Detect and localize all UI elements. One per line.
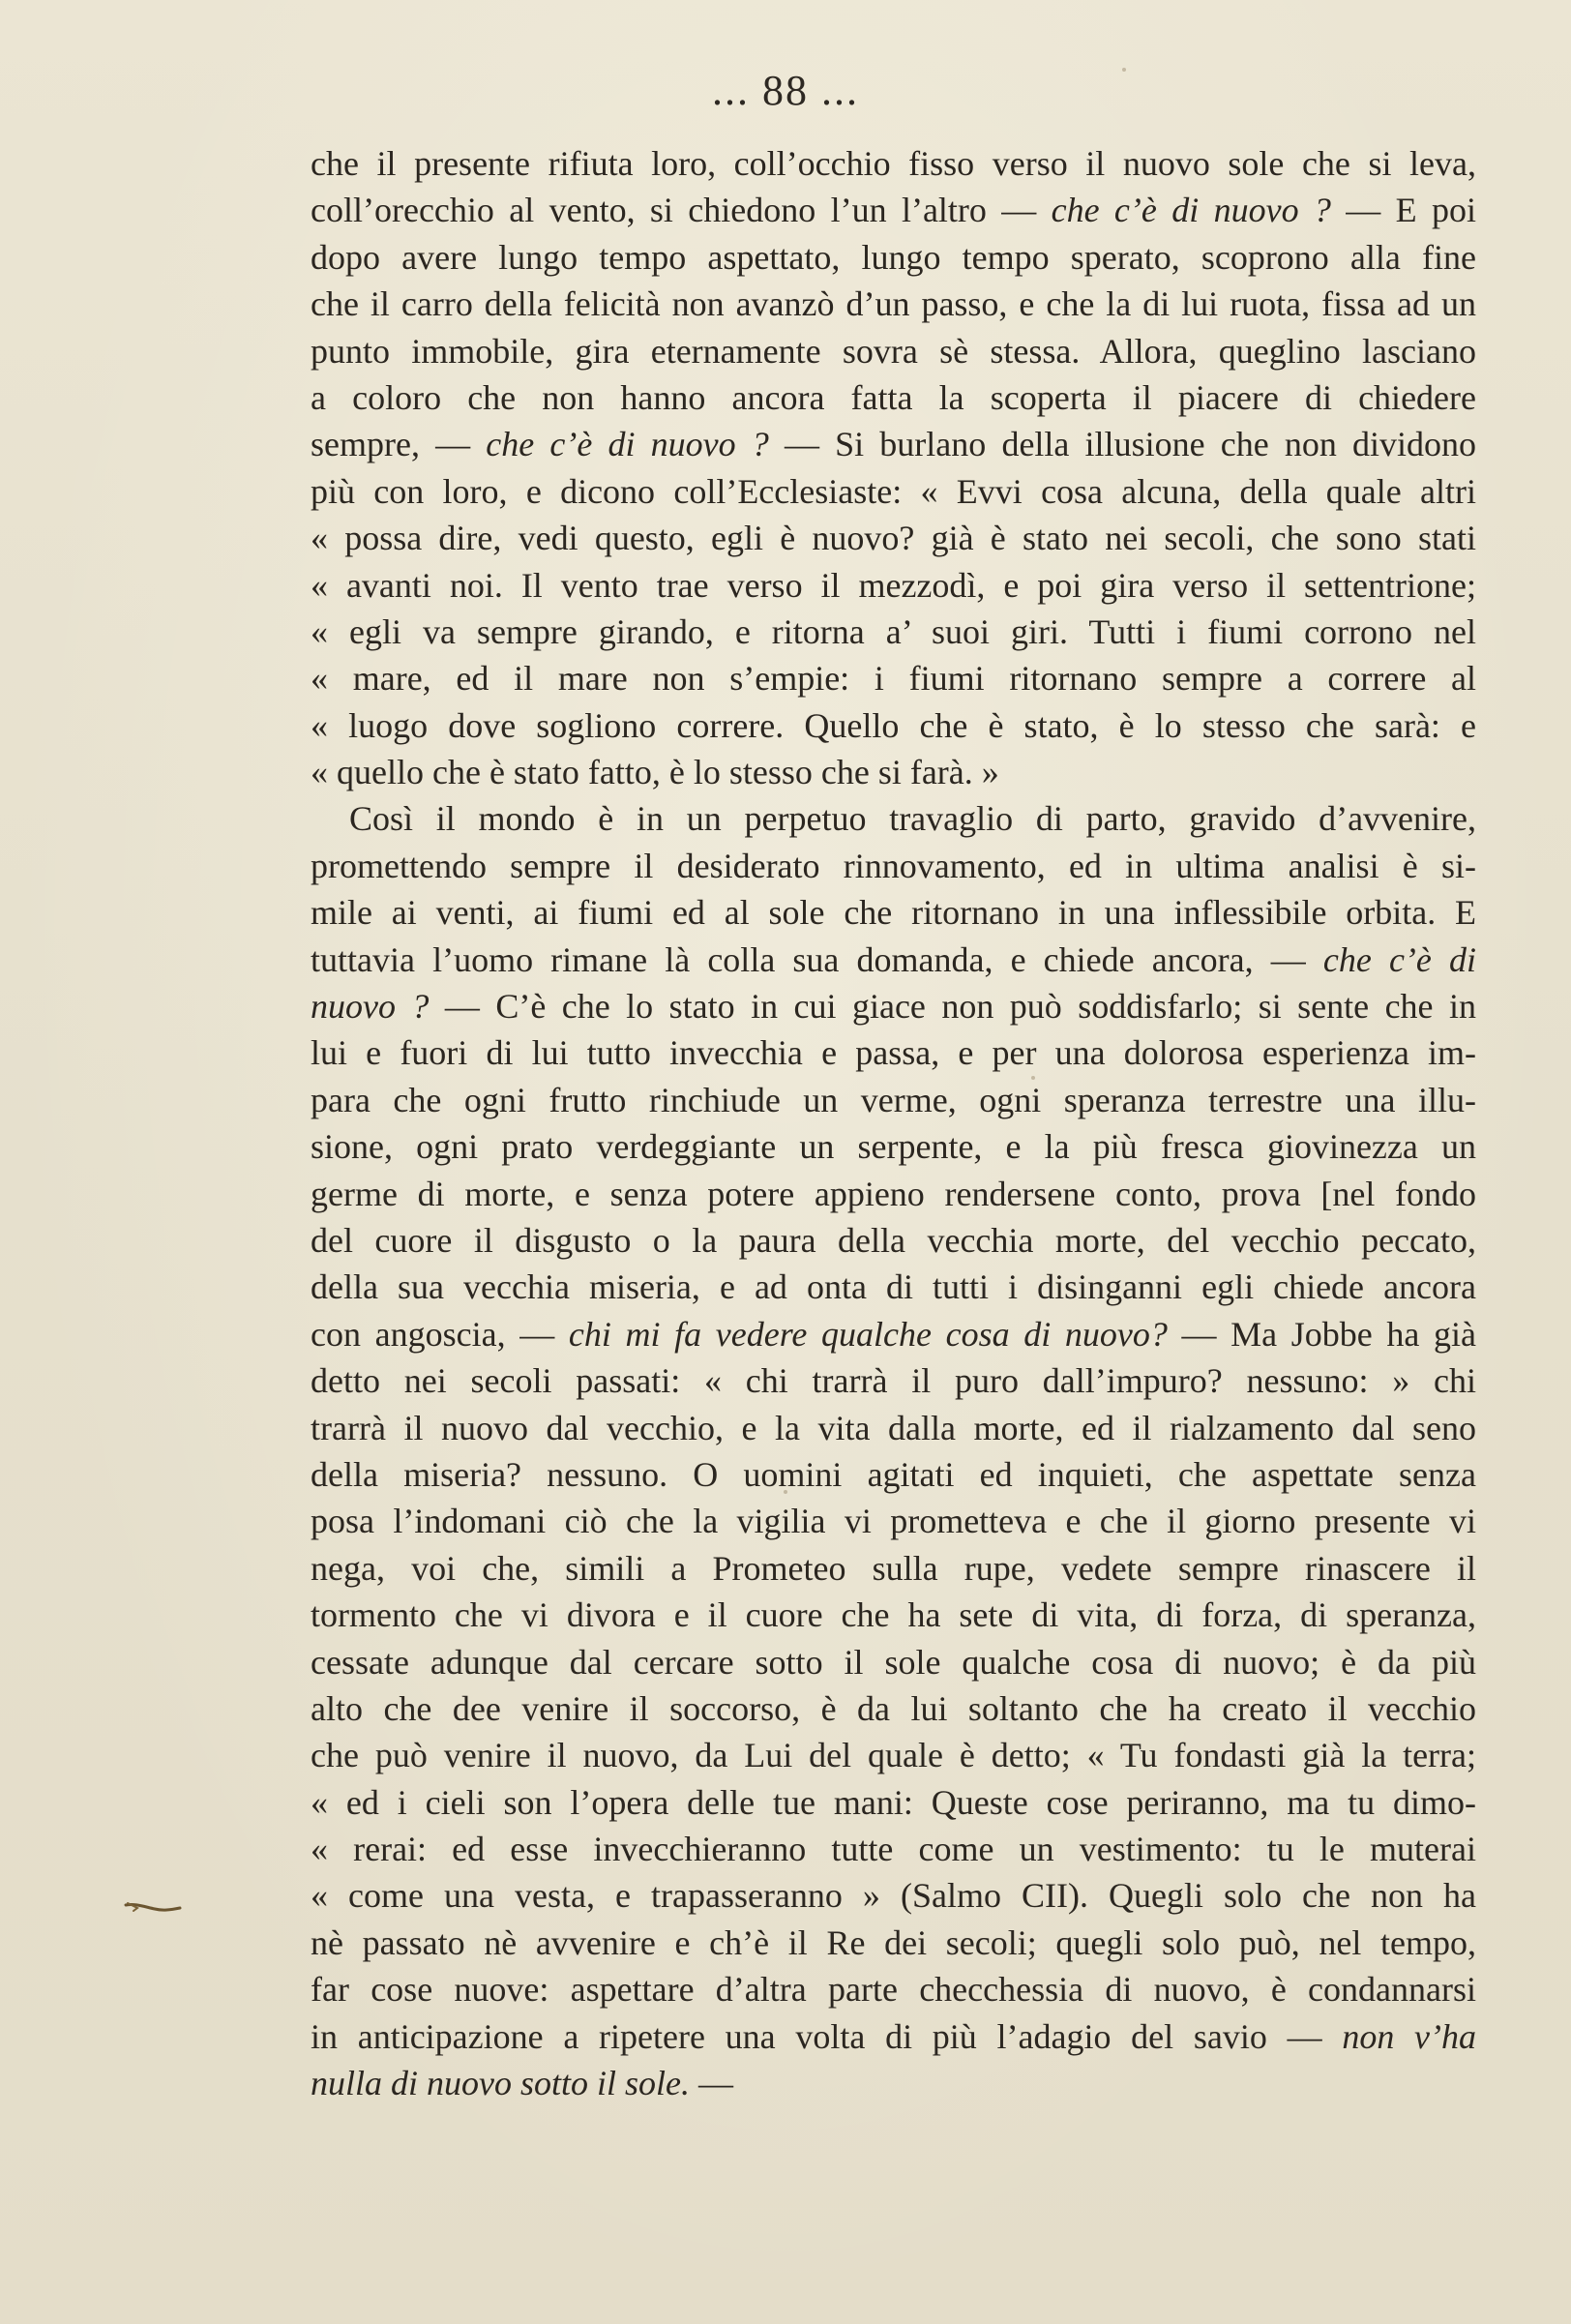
text-segment: che il presente rifiuta loro, coll’occhio fisso verso il nuovo sole che si leva,	[311, 144, 1476, 183]
text-line	[311, 187, 1476, 233]
text-line	[311, 749, 1476, 795]
text-line	[311, 1405, 1476, 1451]
text-segment: più con loro, e dicono coll’Ecclesiaste: « Evvi cosa alcuna, della quale altri	[311, 471, 1476, 511]
text-segment: lui e fuori di lui tutto invecchia e passa, e per una dolorosa esperienza im-	[311, 1033, 1476, 1073]
text-segment: « possa dire, vedi questo, egli è nuovo? già è stato nei secoli, che sono stati	[311, 519, 1476, 558]
text-line	[311, 1685, 1476, 1732]
text-line	[311, 1171, 1476, 1217]
text-segment: della miseria? nessuno. O uomini agitati ed inquieti, che aspettate senza	[311, 1454, 1476, 1494]
text-line	[311, 843, 1476, 889]
text-segment: detto nei secoli passati: « chi trarrà il puro dall’impuro? nessuno: » chi	[311, 1361, 1476, 1401]
margin-ink-mark	[124, 1899, 184, 1915]
text-segment: punto immobile, gira eternamente sovra sè stessa. Allora, queglino lasciano	[311, 331, 1476, 371]
text-line	[311, 562, 1476, 609]
text-segment: Così il mondo è in un perpetuo travaglio di parto, gravido d’avvenire,	[349, 799, 1476, 839]
text-line	[311, 1217, 1476, 1264]
text-segment: in anticipazione a ripetere una volta di più l’adagio del savio —	[311, 2016, 1343, 2056]
text-line	[311, 421, 1476, 467]
text-line	[311, 374, 1476, 421]
text-segment: cessate adunque dal cercare sotto il sole qualche cosa di nuovo; è da più	[311, 1642, 1476, 1682]
text-segment: germe di morte, e senza potere appieno rendersene conto, prova [nel fondo	[311, 1174, 1476, 1213]
text-line	[311, 1639, 1476, 1685]
text-line	[311, 1077, 1476, 1123]
paper-speck	[1031, 1076, 1035, 1080]
text-segment: —	[690, 2064, 733, 2103]
text-segment: sione, ogni prato verdeggiante un serpente, e la più fresca giovinezza un	[311, 1127, 1476, 1167]
text-line	[311, 1545, 1476, 1592]
text-segment: « avanti noi. Il vento trae verso il mezzodì, e poi gira verso il settentrione;	[311, 565, 1476, 605]
text-segment: promettendo sempre il desiderato rinnovamento, ed in ultima analisi è si-	[311, 846, 1476, 885]
text-segment: — C’è che lo stato in cui giace non può soddisfarlo; si sente che in	[429, 987, 1476, 1027]
paper-speck	[1122, 68, 1126, 72]
text-segment: « ed i cieli son l’opera delle tue mani: Queste cose periranno, ma tu dimo-	[311, 1782, 1476, 1822]
page-number: ... 88 ...	[712, 67, 859, 114]
text-line	[311, 889, 1476, 936]
paper-speck	[784, 1490, 787, 1494]
text-segment: a coloro che non hanno ancora fatta la scoperta il piacere di chiedere	[311, 377, 1476, 417]
text-segment: del cuore il disgusto o la paura della vecchia morte, del vecchio peccato,	[311, 1220, 1476, 1260]
text-line	[311, 983, 1476, 1029]
text-segment: posa l’indomani ciò che la vigilia vi prometteva e che il giorno presente vi	[311, 1502, 1476, 1541]
text-line	[311, 2060, 1476, 2106]
text-line	[311, 515, 1476, 561]
text-line	[311, 328, 1476, 374]
text-line	[311, 1592, 1476, 1638]
text-segment: della sua vecchia miseria, e ad onta di tutti i disinganni egli chiede ancora	[311, 1267, 1476, 1307]
text-line	[311, 1826, 1476, 1872]
text-line	[311, 468, 1476, 515]
text-segment: nè passato nè avvenire e ch’è il Re dei secoli; quegli solo può, nel tempo,	[311, 1922, 1476, 1962]
text-line	[311, 2013, 1476, 2060]
text-line	[311, 1872, 1476, 1919]
text-segment: far cose nuove: aspettare d’altra parte checchessia di nuovo, è condannarsi	[311, 1970, 1476, 2010]
text-line	[311, 140, 1476, 187]
italic-text-segment: non v’ha	[1342, 2016, 1476, 2056]
text-segment: « come una vesta, e trapasseranno » (Salmo CII). Quegli solo che non ha	[311, 1876, 1476, 1916]
text-segment: — Ma Jobbe ha già	[1167, 1314, 1477, 1354]
text-line	[311, 1123, 1476, 1170]
text-segment: coll’orecchio al vento, si chiedono l’un l’altro —	[311, 191, 1052, 230]
italic-text-segment: nulla di nuovo sotto il sole.	[311, 2064, 690, 2103]
text-segment: nega, voi che, simili a Prometeo sulla rupe, vedete sempre rinascere il	[311, 1548, 1476, 1588]
text-line	[311, 702, 1476, 749]
italic-text-segment: che c’è di	[1322, 939, 1477, 979]
text-line	[311, 937, 1476, 983]
text-segment: con angoscia, —	[311, 1314, 569, 1354]
text-segment: « quello che è stato fatto, è lo stesso che si farà. »	[311, 753, 999, 792]
text-line	[311, 609, 1476, 655]
text-segment: dopo avere lungo tempo aspettato, lungo tempo sperato, scoprono alla fine	[311, 237, 1476, 277]
text-line	[311, 1498, 1476, 1544]
text-segment: para che ogni frutto rinchiude un verme, ogni speranza terrestre una illu-	[311, 1080, 1476, 1119]
text-segment: che il carro della felicità non avanzò d’un passo, e che la di lui ruota, fissa ad un	[311, 284, 1476, 324]
text-segment: che può venire il nuovo, da Lui del quale è detto; « Tu fondasti già la terra;	[311, 1736, 1476, 1775]
text-line	[311, 281, 1476, 327]
italic-text-segment: chi mi fa vedere qualche cosa di nuovo?	[568, 1314, 1168, 1354]
text-segment: — Si burlano della illusione che non dividono	[768, 425, 1476, 464]
text-line	[311, 234, 1476, 281]
text-segment: « mare, ed il mare non s’empie: i fiumi ritornano sempre a correre al	[311, 659, 1476, 699]
text-line	[311, 1264, 1476, 1310]
text-line	[311, 1779, 1476, 1826]
text-line	[311, 1920, 1476, 1966]
text-line	[311, 1357, 1476, 1404]
text-line	[311, 795, 1476, 842]
text-segment: « luogo dove sogliono correre. Quello che è stato, è lo stesso che sarà: e	[311, 705, 1476, 745]
text-line	[311, 1966, 1476, 2012]
text-line	[311, 1029, 1476, 1076]
text-segment: tormento che vi divora e il cuore che ha sete di vita, di forza, di speranza,	[311, 1595, 1476, 1635]
text-segment: alto che dee venire il soccorso, è da lui soltanto che ha creato il vecchio	[311, 1688, 1476, 1728]
body-text	[311, 140, 1476, 2106]
italic-text-segment: che c’è di nuovo ?	[1051, 191, 1331, 230]
text-line	[311, 1732, 1476, 1778]
text-line	[311, 1311, 1476, 1357]
italic-text-segment: nuovo ?	[311, 987, 430, 1027]
text-segment: trarrà il nuovo dal vecchio, e la vita dalla morte, ed il rialzamento dal seno	[311, 1408, 1476, 1447]
italic-text-segment: che c’è di nuovo ?	[486, 425, 769, 464]
text-segment: — E poi	[1330, 191, 1476, 230]
text-segment: « egli va sempre girando, e ritorna a’ suoi giri. Tutti i fiumi corrono nel	[311, 611, 1476, 651]
text-segment: mile ai venti, ai fiumi ed al sole che ritornano in una inflessibile orbita. E	[311, 893, 1476, 933]
text-line	[311, 655, 1476, 701]
text-segment: tuttavia l’uomo rimane là colla sua domanda, e chiede ancora, —	[311, 939, 1323, 979]
text-line	[311, 1451, 1476, 1498]
text-segment: sempre, —	[311, 425, 487, 464]
text-segment: « rerai: ed esse invecchieranno tutte come un vestimento: tu le muterai	[311, 1830, 1476, 1869]
